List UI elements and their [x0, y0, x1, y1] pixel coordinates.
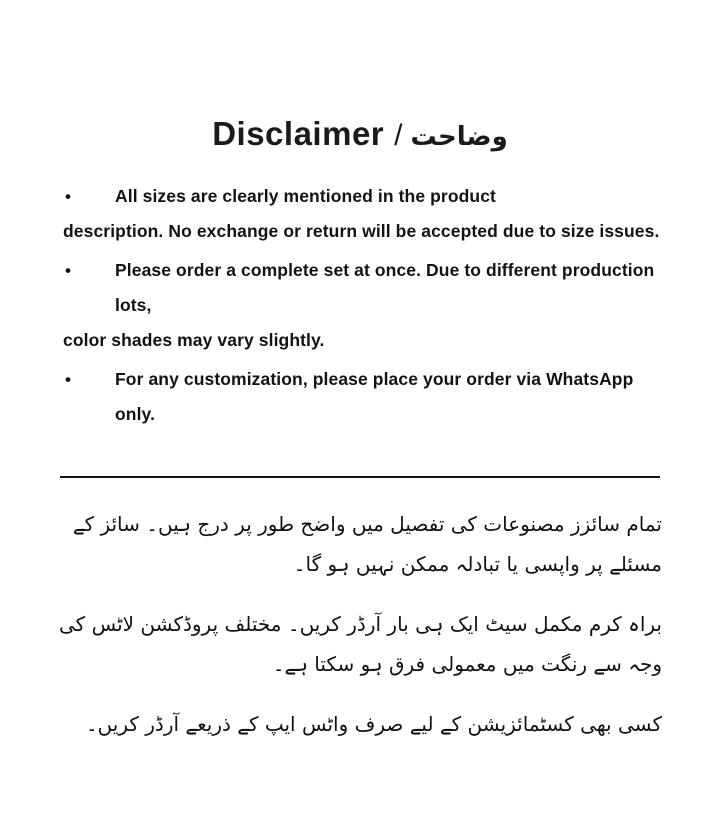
- bullet-icon: •: [65, 187, 72, 206]
- title-english: Disclaimer: [212, 115, 385, 152]
- list-item-customization: [63, 362, 662, 432]
- list-item-text: Please order a complete set at once. Due to different production lots,: [115, 260, 655, 315]
- urdu-line-customization: کسی بھی کسٹمائزیشن کے لیے صرف واٹس ایپ کے ذریعے آرڈر کریں۔: [85, 712, 662, 736]
- list-item-text: description. No exchange or return will be accepted due to size issues.: [63, 221, 660, 241]
- urdu-line-sizes: تمام سائزز مصنوعات کی تفصیل میں واضح طور پر درج ہیں۔ سائز کے مسئلے پر واپسی یا تبادلہ ممکن نہیں ہو گا۔: [72, 512, 662, 576]
- list-item-text: For any customization, please place your order via WhatsApp only.: [115, 369, 634, 424]
- english-disclaimer-list: [63, 179, 662, 432]
- list-item-sizes: [63, 179, 662, 249]
- page-title: [0, 112, 720, 159]
- urdu-disclaimer-section: [48, 504, 662, 744]
- title-separator: /: [394, 119, 403, 152]
- divider-line: [60, 476, 660, 478]
- title-urdu: وضاحت: [410, 122, 508, 152]
- bullet-icon: •: [65, 370, 72, 389]
- urdu-line-complete-set: براہ کرم مکمل سیٹ ایک ہی بار آرڈر کریں۔ مختلف پروڈکشن لاٹس کی وجہ سے رنگت میں معمولی فرق ہو سکتا ہے۔: [59, 612, 662, 676]
- bullet-icon: •: [65, 261, 72, 280]
- list-item-text: color shades may vary slightly.: [63, 330, 325, 350]
- disclaimer-page: [0, 112, 720, 832]
- list-item-complete-set: [63, 253, 662, 358]
- list-item-text: All sizes are clearly mentioned in the product: [115, 186, 496, 206]
